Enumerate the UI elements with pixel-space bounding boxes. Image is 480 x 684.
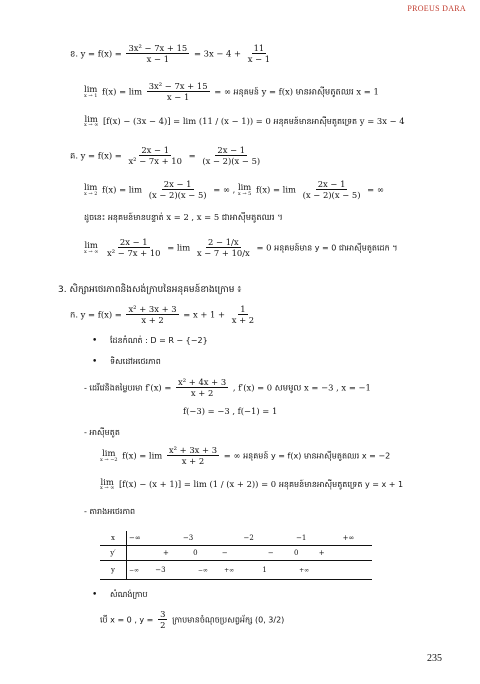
sign-value: 0 xyxy=(294,549,299,557)
section-3-equation xyxy=(70,305,258,325)
denominator: x + 2 xyxy=(181,456,205,467)
eq-text: y = f(x) = xyxy=(80,150,122,161)
table-row xyxy=(100,546,372,561)
section-3-title: 3. សិក្សាអថេរភាពនិងសង់ក្រាបនៃអនុគមន៍ខាងក្រោម ៖ xyxy=(58,285,242,295)
sign-value: − xyxy=(267,549,274,557)
bullet-icon: • xyxy=(92,590,98,600)
eq-text: = 0 xyxy=(256,242,272,253)
part-label: ក. xyxy=(70,309,78,320)
eq-text: y = f(x) = xyxy=(80,309,122,320)
oblique-asymptote-line xyxy=(100,478,403,491)
derivative-line xyxy=(84,378,371,398)
fraction xyxy=(195,238,252,258)
fraction xyxy=(126,305,178,325)
table-cell: y′ xyxy=(100,546,127,561)
fraction xyxy=(301,180,363,200)
numerator: 2x − 1 xyxy=(119,237,148,247)
eq-text: x = 2 , x = 5 ជាអាស៊ីមតូតឈរ ។ xyxy=(166,212,283,222)
y-value: −3 xyxy=(155,566,166,574)
khmer-text: ដូចនេះ អនុគមន៍មានបន្ទាត់ xyxy=(84,213,164,222)
numerator: 2x − 1 xyxy=(163,179,192,189)
page-number: 235 xyxy=(427,653,442,664)
y-value: 1 xyxy=(262,566,267,574)
lim-sub: x → −2 xyxy=(100,456,118,463)
numerator: 2x − 1 xyxy=(141,145,170,155)
numerator: 3x² − 7x + 15 xyxy=(148,81,208,91)
eq-text: y = f(x) = xyxy=(80,48,122,59)
fraction xyxy=(167,446,219,466)
sign-value: + xyxy=(318,549,325,557)
lim-operator: lim x → ∞ xyxy=(84,240,99,255)
bullet-icon: • xyxy=(92,336,98,346)
eq-text: (1 / (x + 2)) xyxy=(209,479,259,490)
numerator: x² + 3x + 3 xyxy=(168,445,218,455)
fraction xyxy=(126,44,189,64)
lim-operator: lim x → 2 xyxy=(84,182,98,197)
eq-text: (11 / (x − 1)) xyxy=(198,116,254,127)
lim-sub: x → 5 xyxy=(237,190,252,197)
denominator: x + 2 xyxy=(141,315,164,326)
eq-text: = xyxy=(188,150,196,161)
eq-text: [f(x) − (3x − 4)] = lim xyxy=(103,116,197,127)
lim-operator: lim x → 1 xyxy=(84,84,98,99)
lim-operator: lim x → ∞ xyxy=(84,114,99,129)
table-cell xyxy=(127,531,373,546)
eq-text: = x + 1 + xyxy=(183,309,226,320)
eq-text: f(x) = lim xyxy=(122,450,163,461)
khmer-text: បើ x = 0 , y = xyxy=(100,615,154,625)
part-g-limits xyxy=(84,180,384,200)
fraction xyxy=(176,378,228,398)
lim-operator: lim x → 5 xyxy=(237,182,252,197)
bullet-icon: • xyxy=(92,357,98,367)
table-cell xyxy=(127,546,373,561)
eq-text: f′(x) = xyxy=(145,382,172,393)
khmer-text: អនុគមន៍ xyxy=(233,87,259,97)
eq-text: = 0 xyxy=(261,479,277,490)
khmer-text: ក្រាបមានចំណុចប្រសព្វអ័ក្ស (0, 3/2) xyxy=(172,615,285,625)
fraction xyxy=(147,180,209,200)
fraction xyxy=(147,82,210,102)
denominator: x² − 7x + 10 xyxy=(128,156,182,167)
variation-heading xyxy=(92,357,161,367)
table-cell: y xyxy=(100,561,127,580)
intercept-line xyxy=(100,610,284,630)
denominator: 2 xyxy=(160,620,166,631)
khmer-text: អនុគមន៍មានអាស៊ីមតូតទ្រេត xyxy=(273,117,358,127)
table-row xyxy=(100,531,372,546)
sign-value: 0 xyxy=(193,549,198,557)
eq-text: = ∞ xyxy=(367,184,384,195)
fraction xyxy=(246,44,272,64)
denominator: x − 7 + 10/x xyxy=(196,248,250,259)
eq-text: , f′(x) = 0 សមមូល x = −3 , x = −1 xyxy=(232,382,371,393)
lim-sub: x → 1 xyxy=(84,92,98,99)
khmer-text: ទិសដៅអថេរភាព xyxy=(109,357,161,366)
part-b-equation xyxy=(70,44,274,64)
fraction xyxy=(158,610,167,630)
denominator: (x − 2)(x − 5) xyxy=(302,190,361,201)
part-g-horizontal-asymptote xyxy=(84,238,398,258)
khmer-text: អនុគមន៍មាន y = 0 ជាអាស៊ីមតូតដេក ។ xyxy=(274,243,398,253)
x-value: +∞ xyxy=(342,534,355,542)
denominator: x + 2 xyxy=(190,388,214,399)
table-cell xyxy=(127,561,373,580)
numerator: 2x − 1 xyxy=(217,145,246,155)
eq-text: = ∞ xyxy=(223,450,241,461)
numerator: 11 xyxy=(253,43,265,53)
eq-text: y = 3x − 4 xyxy=(359,116,405,127)
fraction xyxy=(126,146,183,166)
eq-text: f(x) = lim xyxy=(255,184,296,195)
asymptote-heading: - អាស៊ីមតូត xyxy=(84,428,120,437)
eq-text: f(x) = lim xyxy=(102,184,143,195)
lim-operator: lim x → −2 xyxy=(100,448,118,463)
eq-text: [f(x) − (x + 1)] = lim xyxy=(119,479,207,490)
fraction xyxy=(230,305,256,325)
lim-sub: x → 2 xyxy=(84,190,98,197)
khmer-text: សំណង់ក្រាប xyxy=(109,590,148,599)
eq-text: f(x) = lim xyxy=(102,86,143,97)
denominator: x − 1 xyxy=(247,54,271,65)
lim-operator: lim x → ∞ xyxy=(100,477,115,492)
part-label: គ. xyxy=(70,150,78,161)
numerator: x² + 4x + 3 xyxy=(178,377,227,387)
denominator: (x − 2)(x − 5) xyxy=(148,190,207,201)
denominator: x − 1 xyxy=(146,54,170,65)
numerator: 3x² − 7x + 15 xyxy=(128,43,188,53)
numerator: 1 xyxy=(240,304,246,314)
lim-sub: x → ∞ xyxy=(100,485,115,492)
eq-text: = ∞ , xyxy=(213,184,236,195)
eq-text: = 3x − 4 + xyxy=(193,48,242,59)
part-b-limit-2 xyxy=(84,115,405,128)
numerator: 2 − 1/x xyxy=(208,237,239,247)
eq-text: = lim xyxy=(167,242,191,253)
sign-value: + xyxy=(163,549,169,557)
fraction xyxy=(200,146,262,166)
table-cell: x xyxy=(100,531,127,546)
denominator: x + 2 xyxy=(231,315,255,326)
part-g-equation xyxy=(70,146,264,166)
numerator: 3 xyxy=(160,609,166,619)
y-value: +∞ xyxy=(299,567,310,574)
part-b-limit-1 xyxy=(84,82,379,102)
lim-sub: x → ∞ xyxy=(84,248,99,255)
eq-text: y = f(x) មានអាស៊ីមតូតឈរ x = 1 xyxy=(261,86,379,97)
variation-table xyxy=(100,531,372,580)
domain-line xyxy=(92,336,208,346)
x-value: −∞ xyxy=(129,534,141,542)
lim-sub: x → ∞ xyxy=(84,122,99,129)
eq-text: = 0 xyxy=(255,116,271,127)
khmer-text: អនុគមន៍ y = f(x) មានអាស៊ីមតូតឈរ x = −2 xyxy=(243,451,391,461)
x-value: −2 xyxy=(243,534,254,542)
numerator: x² + 3x + 3 xyxy=(128,304,177,314)
page-header: PROEUS DARA xyxy=(407,4,466,13)
part-label: ខ. xyxy=(70,48,78,59)
fraction xyxy=(105,238,162,258)
khmer-text: អនុគមន៍មានអាស៊ីមតូតទ្រេត y = x + 1 xyxy=(278,480,404,490)
graph-heading xyxy=(92,590,148,600)
denominator: x² − 7x + 10 xyxy=(107,248,161,259)
x-value: −3 xyxy=(182,534,194,542)
table-row xyxy=(100,561,372,580)
sign-value: − xyxy=(221,549,228,557)
y-value: +∞ xyxy=(224,567,235,574)
table-heading: - តារាងអថេរភាព xyxy=(84,507,136,516)
extrema-values: f(−3) = −3 , f(−1) = 1 xyxy=(183,406,278,416)
khmer-text: - ដេរីវេនិងតម្លៃបរមា xyxy=(84,383,143,393)
eq-text: = ∞ xyxy=(214,86,231,97)
denominator: (x − 2)(x − 5) xyxy=(202,156,261,167)
x-value: −1 xyxy=(296,534,307,542)
denominator: x − 1 xyxy=(166,92,190,103)
vertical-asymptote-line xyxy=(100,446,390,466)
y-value: −∞ xyxy=(197,567,208,574)
khmer-text: ដែនកំណត់ : D = R − {−2} xyxy=(109,336,208,345)
numerator: 2x − 1 xyxy=(317,179,346,189)
part-g-conclusion xyxy=(84,213,283,222)
y-value: −∞ xyxy=(129,567,140,574)
